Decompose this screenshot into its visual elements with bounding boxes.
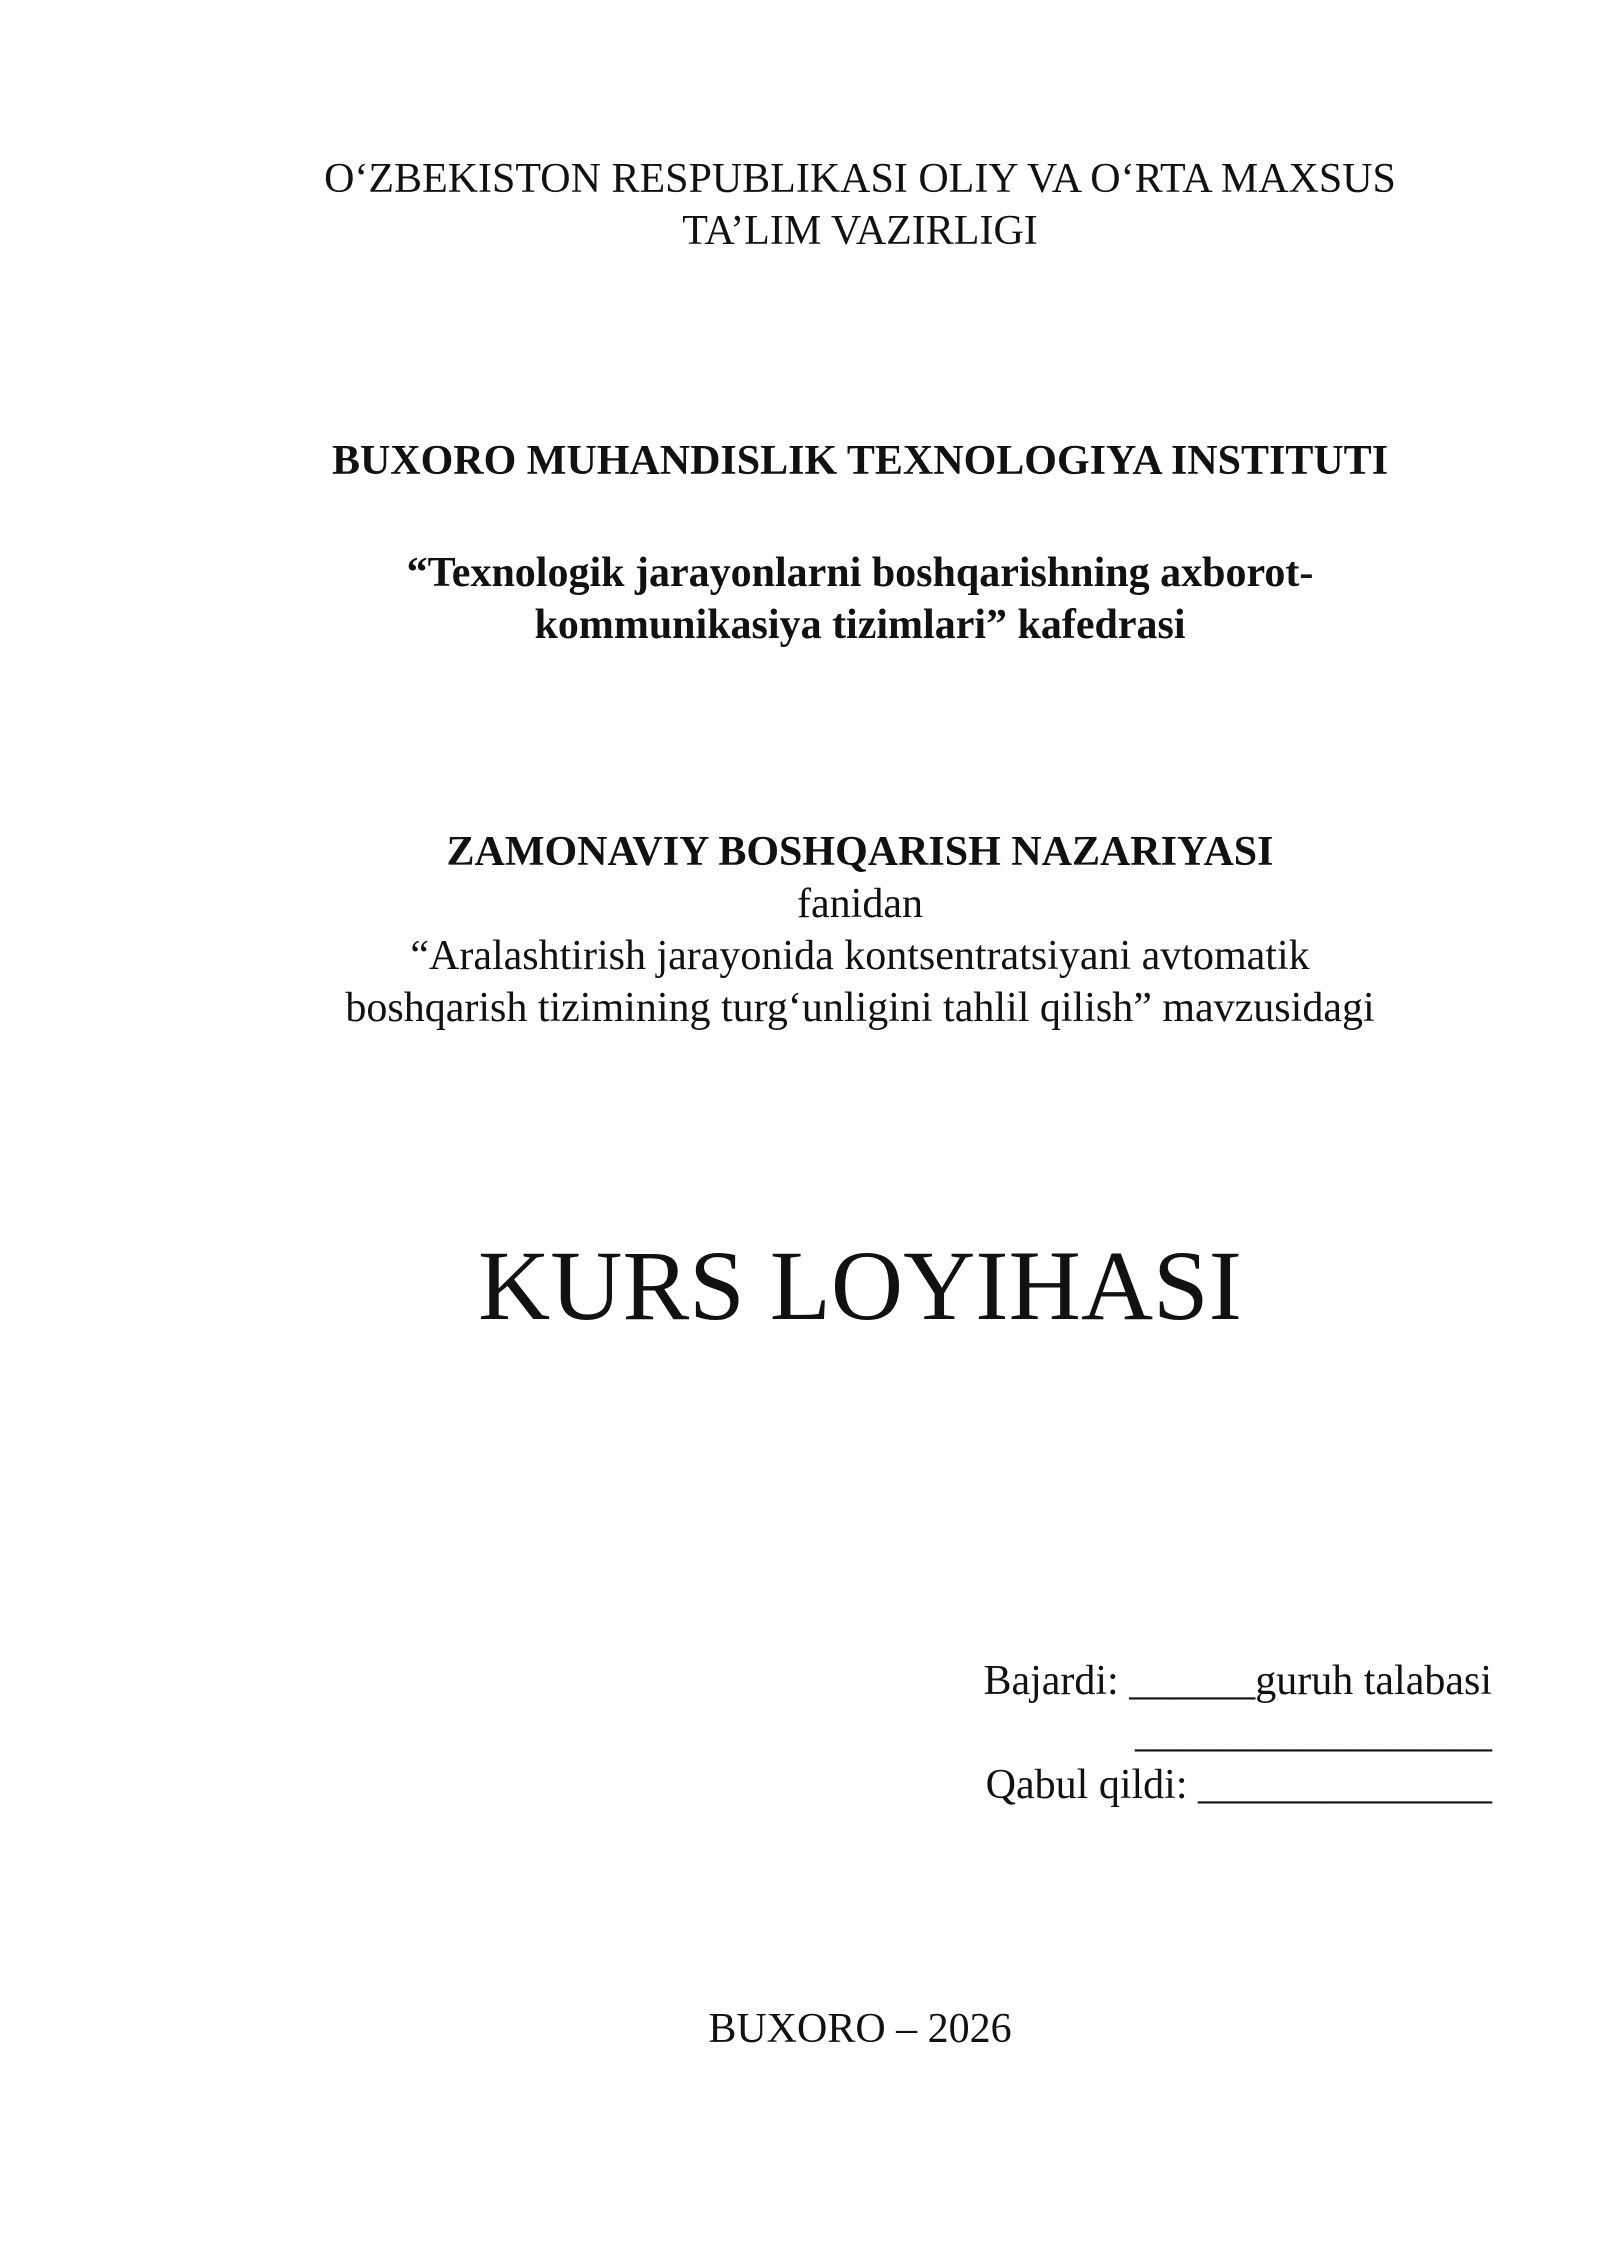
ministry-line-2: TA’LIM VAZIRLIGI (682, 208, 1038, 254)
student-name-line: _________________ (1135, 1710, 1492, 1756)
subject-block (200, 826, 1520, 1034)
bajardi-line: Bajardi: ______guruh talabasi (983, 1658, 1492, 1704)
city-year-text: BUXORO – 2026 (708, 2006, 1012, 2052)
ministry-line-1: O‘ZBEKISTON RESPUBLIKASI OLIY VA O‘RTA MAXSUS (324, 156, 1396, 202)
subject-name: ZAMONAVIY BOSHQARISH NAZARIYASI (446, 829, 1274, 875)
ministry-header (200, 153, 1520, 257)
city-year (200, 2003, 1520, 2055)
topic-line-2: boshqarish tizimining turg‘unligini tahlil qilish” mavzusidagi (345, 985, 1375, 1031)
document-title (200, 1226, 1520, 1346)
document-title-text: KURS LOYIHASI (478, 1230, 1242, 1341)
qabul-qildi-line: Qabul qildi: ______________ (985, 1762, 1492, 1808)
institute-name-text: BUXORO MUHANDISLIK TEXNOLOGIYA INSTITUTI (331, 438, 1389, 484)
department-line-1: “Texnologik jarayonlarni boshqarishning axborot- (406, 550, 1314, 596)
department-name (200, 547, 1520, 651)
institute-name (200, 435, 1520, 487)
topic-line-1: “Aralashtirish jarayonida kontsentratsiyani avtomatik (410, 933, 1310, 979)
signature-block (792, 1655, 1492, 1811)
department-line-2: kommunikasiya tizimlari” kafedrasi (534, 602, 1186, 648)
subject-fanidan: fanidan (797, 881, 923, 927)
